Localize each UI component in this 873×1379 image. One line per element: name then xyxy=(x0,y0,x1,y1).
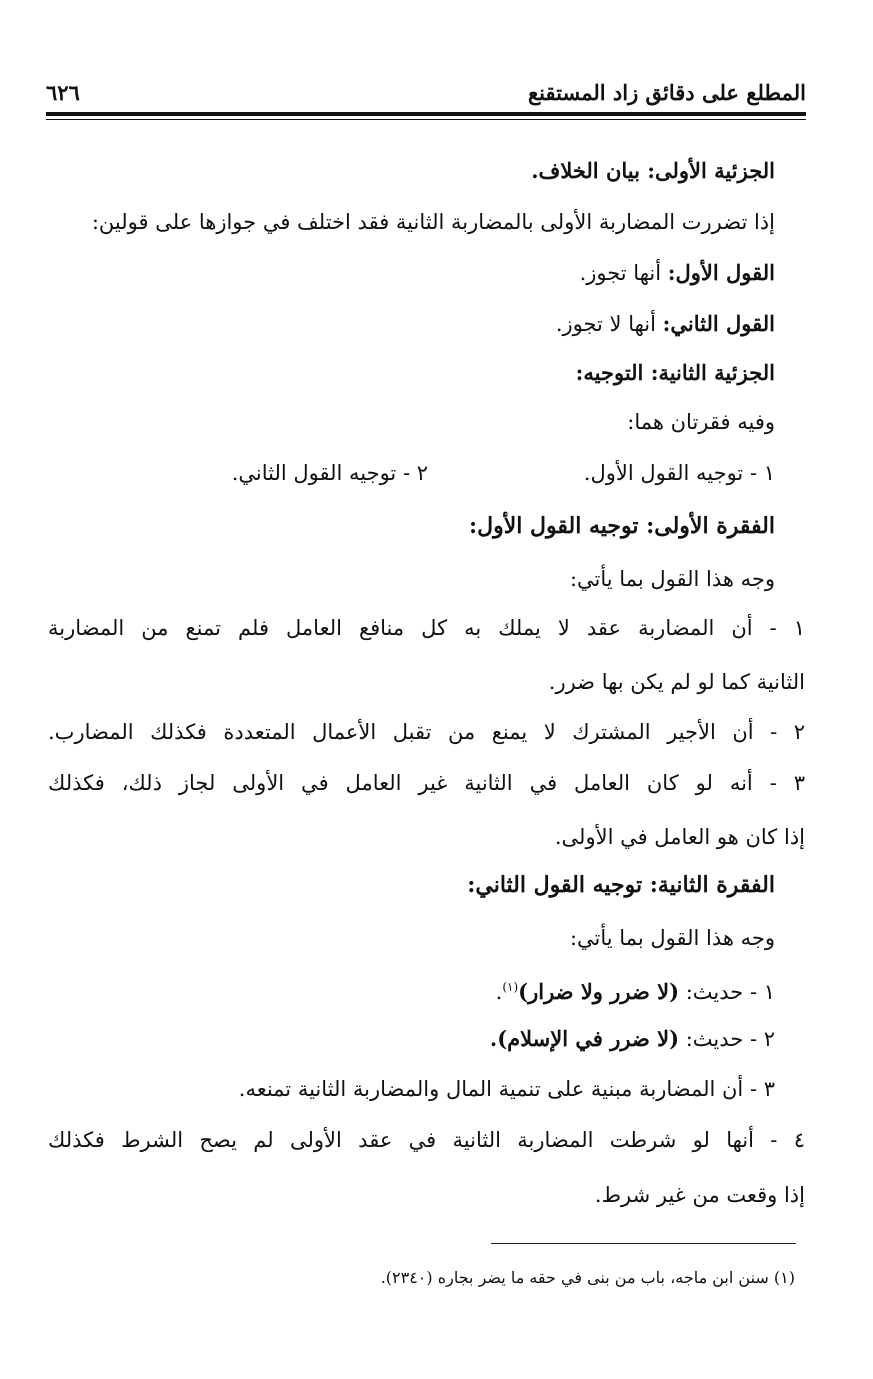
item-prefix: ١ - حديث: xyxy=(685,980,775,1004)
paragraph-line: إذا كان هو العامل في الأولى. xyxy=(554,825,805,849)
hadith-line-2 xyxy=(490,1024,775,1054)
opinion-text: أنها لا تجوز. xyxy=(555,312,656,336)
page-number: ٦٢٦ xyxy=(46,80,80,105)
opinion-label: القول الأول: xyxy=(667,260,775,285)
list-item-1: ١ - توجيه القول الأول. xyxy=(583,461,775,485)
paragraph-line: وجه هذا القول بما يأتي: xyxy=(569,567,775,591)
header-rule-thick xyxy=(46,112,806,116)
paragraph-line: ١ - أن المضاربة عقد لا يملك به كل منافع العامل فلم تمنع من المضاربة xyxy=(48,616,805,640)
footnote-rule xyxy=(491,1243,796,1244)
opinion-text: أنها تجوز. xyxy=(579,261,662,285)
paragraph-line: وجه هذا القول بما يأتي: xyxy=(569,926,775,950)
paragraph-line: ٣ - أن المضاربة مبنية على تنمية المال والمضاربة الثانية تمنعه. xyxy=(238,1077,775,1101)
hadith-line-1: ١ - حديث: (لا ضرر ولا ضرار)$^{(١)}$. xyxy=(495,979,775,1004)
opinion-1 xyxy=(580,258,775,288)
subsection-heading-2: الفقرة الثانية: توجيه القول الثاني: xyxy=(467,872,775,898)
footnote-marker: (١) xyxy=(502,980,519,994)
section-heading-2: الجزئية الثانية: التوجيه: xyxy=(575,360,775,385)
header-rule-thin xyxy=(46,119,806,120)
footnote: (١) سنن ابن ماجه، باب من بنى في حقه ما يضر بجاره (٢٣٤٠). xyxy=(380,1268,795,1287)
hadith-text: (لا ضرر ولا ضرار) xyxy=(518,979,680,1004)
paragraph-line: ٣ - أنه لو كان العامل في الثانية غير العامل في الأولى لجاز ذلك، فكذلك xyxy=(48,771,805,795)
hadith-text: (لا ضرر في الإسلام). xyxy=(489,1026,680,1051)
opinion-label: القول الثاني: xyxy=(662,311,775,336)
running-title: المطلع على دقائق زاد المستقنع xyxy=(527,80,806,105)
paragraph-line: ٢ - أن الأجير المشترك لا يمنع من تقبل الأعمال المتعددة فكذلك المضارب. xyxy=(48,720,805,744)
paragraph-line: ٤ - أنها لو شرطت المضاربة الثانية في عقد الأولى لم يصح الشرط فكذلك xyxy=(48,1128,805,1152)
paragraph-line: وفيه فقرتان هما: xyxy=(627,410,775,434)
opinion-2 xyxy=(556,309,775,339)
section-heading-1: الجزئية الأولى: بيان الخلاف. xyxy=(531,158,775,183)
paragraph-line: إذا تضررت المضاربة الأولى بالمضاربة الثانية فقد اختلف في جوازها على قولين: xyxy=(91,210,775,234)
page-header xyxy=(46,78,806,110)
paragraph-line: الثانية كما لو لم يكن بها ضرر. xyxy=(548,670,805,694)
item-prefix: ٢ - حديث: xyxy=(685,1027,775,1051)
subsection-heading-1: الفقرة الأولى: توجيه القول الأول: xyxy=(468,513,775,539)
list-item-2: ٢ - توجيه القول الثاني. xyxy=(231,461,428,485)
paragraph-line: إذا وقعت من غير شرط. xyxy=(594,1183,805,1207)
